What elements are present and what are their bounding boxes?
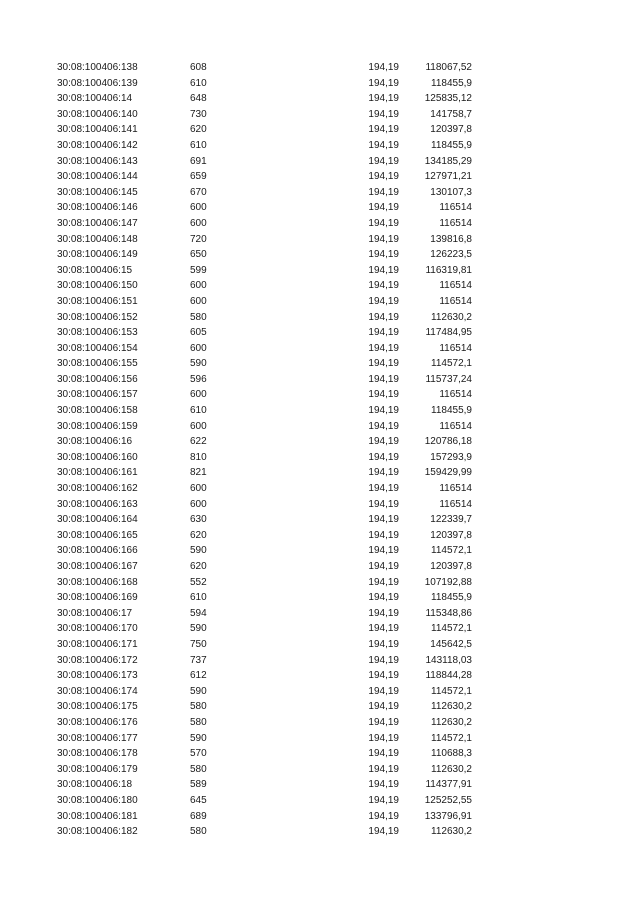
rate-cell: 194,19 [368,810,399,822]
area-cell: 610 [190,139,207,151]
table-row [0,528,640,544]
rate-cell: 194,19 [368,233,399,245]
rate-cell: 194,19 [368,654,399,666]
table-row [0,715,640,731]
value-cell: 116514 [439,483,472,495]
table-row [0,512,640,528]
cadastral-number-cell: 30:08:100406:162 [57,483,138,495]
table-row [0,76,640,92]
area-cell: 600 [190,498,207,510]
table-row [0,247,640,263]
value-cell: 120397,8 [430,124,472,136]
rate-cell: 194,19 [368,217,399,229]
rate-cell: 194,19 [368,545,399,557]
cadastral-number-cell: 30:08:100406:178 [57,748,138,760]
value-cell: 159429,99 [424,467,472,479]
area-cell: 750 [190,638,207,650]
table-row [0,232,640,248]
table-row [0,325,640,341]
table-row [0,310,640,326]
rate-cell: 194,19 [368,794,399,806]
rate-cell: 194,19 [368,62,399,73]
rate-cell: 194,19 [368,249,399,261]
value-cell: 114377,91 [425,779,472,791]
cadastral-number-cell: 30:08:100406:16 [57,436,133,448]
rate-cell: 194,19 [368,295,399,307]
cadastral-number-cell: 30:08:100406:158 [57,405,138,417]
value-cell: 117484,95 [425,327,472,339]
rate-cell: 194,19 [368,171,399,183]
table-row [0,575,640,591]
value-cell: 116514 [439,217,472,229]
cadastral-number-cell: 30:08:100406:14 [57,93,133,105]
area-cell: 610 [190,592,207,604]
cadastral-number-cell: 30:08:100406:150 [57,280,138,292]
cadastral-number-cell: 30:08:100406:172 [57,654,138,666]
area-cell: 720 [190,233,207,245]
rate-cell: 194,19 [368,451,399,463]
table-row [0,668,640,684]
table-row [0,450,640,466]
value-cell: 116514 [439,280,472,292]
cadastral-number-cell: 30:08:100406:157 [57,389,138,401]
value-cell: 114572,1 [431,545,472,557]
value-cell: 141758,7 [430,108,472,120]
value-cell: 145642,5 [430,638,472,650]
table-row [0,185,640,201]
cadastral-number-cell: 30:08:100406:163 [57,498,138,510]
value-cell: 114572,1 [431,623,472,635]
rate-cell: 194,19 [368,186,399,198]
table-row [0,294,640,310]
area-cell: 691 [190,155,207,167]
area-cell: 810 [190,451,207,463]
value-cell: 112630,2 [431,826,472,838]
table-row [0,481,640,497]
table-row [0,60,640,76]
area-cell: 730 [190,108,207,120]
area-cell: 650 [190,249,207,261]
rate-cell: 194,19 [368,389,399,401]
area-cell: 689 [190,810,207,822]
rate-cell: 194,19 [368,607,399,619]
value-cell: 118067,52 [425,62,472,73]
value-cell: 134185,29 [424,155,472,167]
value-cell: 120397,8 [430,561,472,572]
table-row [0,91,640,107]
table-row [0,777,640,793]
area-cell: 580 [190,716,207,728]
value-cell: 125835,12 [424,93,472,105]
rate-cell: 194,19 [368,358,399,370]
area-cell: 600 [190,280,207,292]
rate-cell: 194,19 [368,93,399,105]
area-cell: 600 [190,420,207,432]
rate-cell: 194,19 [368,561,399,572]
cadastral-number-cell: 30:08:100406:140 [57,108,138,120]
value-cell: 112630,2 [431,763,472,775]
cadastral-number-cell: 30:08:100406:152 [57,311,138,323]
table-row [0,559,640,575]
table-row [0,341,640,357]
table-row [0,684,640,700]
area-cell: 600 [190,389,207,401]
value-cell: 143118,03 [425,654,472,666]
table-row [0,387,640,403]
value-cell: 114572,1 [431,685,472,697]
area-cell: 580 [190,701,207,713]
value-cell: 125252,55 [424,794,472,806]
rate-cell: 194,19 [368,748,399,760]
value-cell: 114572,1 [431,732,472,744]
area-cell: 596 [190,373,207,385]
table-row [0,216,640,232]
rate-cell: 194,19 [368,670,399,682]
rate-cell: 194,19 [368,592,399,604]
cadastral-number-cell: 30:08:100406:148 [57,233,138,245]
table-row [0,653,640,669]
value-cell: 116514 [439,342,472,354]
cadastral-number-cell: 30:08:100406:173 [57,670,138,682]
value-cell: 118455,9 [431,77,472,89]
rate-cell: 194,19 [368,77,399,89]
cadastral-number-cell: 30:08:100406:153 [57,327,138,339]
rate-cell: 194,19 [368,467,399,479]
value-cell: 116514 [439,389,472,401]
area-cell: 570 [190,748,207,760]
area-cell: 580 [190,763,207,775]
data-table [0,60,640,840]
rate-cell: 194,19 [368,498,399,510]
cadastral-number-cell: 30:08:100406:165 [57,529,138,541]
cadastral-number-cell: 30:08:100406:147 [57,217,138,229]
value-cell: 107192,88 [424,576,472,588]
cadastral-number-cell: 30:08:100406:142 [57,139,138,151]
cadastral-number-cell: 30:08:100406:156 [57,373,138,385]
area-cell: 580 [190,826,207,838]
cadastral-number-cell: 30:08:100406:144 [57,171,138,183]
cadastral-number-cell: 30:08:100406:141 [57,124,138,136]
value-cell: 112630,2 [431,701,472,713]
area-cell: 620 [190,529,207,541]
cadastral-number-cell: 30:08:100406:160 [57,451,138,463]
area-cell: 670 [190,186,207,198]
value-cell: 157293,9 [430,451,472,463]
rate-cell: 194,19 [368,576,399,588]
rate-cell: 194,19 [368,264,399,276]
cadastral-number-cell: 30:08:100406:166 [57,545,138,557]
rate-cell: 194,19 [368,701,399,713]
area-cell: 600 [190,295,207,307]
rate-cell: 194,19 [368,373,399,385]
cadastral-number-cell: 30:08:100406:168 [57,576,138,588]
cadastral-number-cell: 30:08:100406:161 [57,467,138,479]
area-cell: 590 [190,358,207,370]
rate-cell: 194,19 [368,685,399,697]
value-cell: 116319,81 [425,264,472,276]
rate-cell: 194,19 [368,623,399,635]
table-row [0,372,640,388]
area-cell: 600 [190,483,207,495]
cadastral-number-cell: 30:08:100406:169 [57,592,138,604]
table-row [0,746,640,762]
rate-cell: 194,19 [368,483,399,495]
area-cell: 612 [190,670,207,682]
cadastral-number-cell: 30:08:100406:174 [57,685,138,697]
rate-cell: 194,19 [368,405,399,417]
table-row [0,278,640,294]
rate-cell: 194,19 [368,280,399,292]
cadastral-number-cell: 30:08:100406:146 [57,202,138,214]
area-cell: 610 [190,77,207,89]
rate-cell: 194,19 [368,327,399,339]
cadastral-number-cell: 30:08:100406:154 [57,342,138,354]
value-cell: 120397,8 [430,529,472,541]
rate-cell: 194,19 [368,311,399,323]
value-cell: 120786,18 [424,436,472,448]
cadastral-number-cell: 30:08:100406:175 [57,701,138,713]
cadastral-number-cell: 30:08:100406:176 [57,716,138,728]
area-cell: 589 [190,779,207,791]
area-cell: 580 [190,311,207,323]
cadastral-number-cell: 30:08:100406:138 [57,62,138,73]
value-cell: 118455,9 [431,592,472,604]
cadastral-number-cell: 30:08:100406:180 [57,794,138,806]
area-cell: 608 [190,62,207,73]
area-cell: 600 [190,202,207,214]
value-cell: 118844,28 [425,670,472,682]
value-cell: 127971,21 [424,171,472,183]
rate-cell: 194,19 [368,155,399,167]
cadastral-number-cell: 30:08:100406:171 [57,638,138,650]
cadastral-number-cell: 30:08:100406:139 [57,77,138,89]
value-cell: 118455,9 [431,405,472,417]
table-row [0,809,640,825]
value-cell: 110688,3 [431,748,472,760]
value-cell: 114572,1 [431,358,472,370]
table-row [0,497,640,513]
value-cell: 116514 [439,202,472,214]
area-cell: 552 [190,576,207,588]
value-cell: 112630,2 [431,716,472,728]
table-row [0,731,640,747]
table-row [0,403,640,419]
table-row [0,154,640,170]
value-cell: 115348,86 [425,607,472,619]
table-row [0,263,640,279]
table-row [0,621,640,637]
value-cell: 116514 [439,295,472,307]
value-cell: 116514 [439,420,472,432]
area-cell: 648 [190,93,207,105]
table-row [0,606,640,622]
cadastral-number-cell: 30:08:100406:181 [57,810,138,822]
rate-cell: 194,19 [368,202,399,214]
rate-cell: 194,19 [368,342,399,354]
cadastral-number-cell: 30:08:100406:170 [57,623,138,635]
value-cell: 133796,91 [424,810,472,822]
table-row [0,543,640,559]
area-cell: 590 [190,623,207,635]
table-row [0,356,640,372]
rate-cell: 194,19 [368,514,399,526]
value-cell: 122339,7 [430,514,472,526]
table-row [0,465,640,481]
cadastral-number-cell: 30:08:100406:167 [57,561,138,572]
cadastral-number-cell: 30:08:100406:159 [57,420,138,432]
rate-cell: 194,19 [368,124,399,136]
area-cell: 620 [190,124,207,136]
rate-cell: 194,19 [368,716,399,728]
area-cell: 590 [190,545,207,557]
cadastral-number-cell: 30:08:100406:182 [57,826,138,838]
table-row [0,138,640,154]
area-cell: 590 [190,732,207,744]
cadastral-number-cell: 30:08:100406:179 [57,763,138,775]
cadastral-number-cell: 30:08:100406:143 [57,155,138,167]
table-row [0,419,640,435]
area-cell: 737 [190,654,207,666]
rate-cell: 194,19 [368,108,399,120]
value-cell: 118455,9 [431,139,472,151]
table-row [0,434,640,450]
table-row [0,122,640,138]
area-cell: 659 [190,171,207,183]
cadastral-number-cell: 30:08:100406:151 [57,295,138,307]
table-row [0,793,640,809]
rate-cell: 194,19 [368,763,399,775]
rate-cell: 194,19 [368,732,399,744]
value-cell: 139816,8 [430,233,472,245]
table-row [0,699,640,715]
area-cell: 590 [190,685,207,697]
table-row [0,824,640,840]
value-cell: 116514 [439,498,472,510]
rate-cell: 194,19 [368,638,399,650]
value-cell: 115737,24 [425,373,472,385]
area-cell: 630 [190,514,207,526]
table-row [0,590,640,606]
area-cell: 610 [190,405,207,417]
area-cell: 594 [190,607,207,619]
area-cell: 620 [190,561,207,572]
table-row [0,169,640,185]
area-cell: 821 [190,467,207,479]
area-cell: 600 [190,342,207,354]
area-cell: 600 [190,217,207,229]
area-cell: 599 [190,264,207,276]
cadastral-number-cell: 30:08:100406:164 [57,514,138,526]
cadastral-number-cell: 30:08:100406:18 [57,779,133,791]
cadastral-number-cell: 30:08:100406:145 [57,186,138,198]
cadastral-number-cell: 30:08:100406:17 [57,607,133,619]
value-cell: 126223,5 [430,249,472,261]
area-cell: 622 [190,436,207,448]
cadastral-number-cell: 30:08:100406:149 [57,249,138,261]
rate-cell: 194,19 [368,139,399,151]
table-row [0,107,640,123]
table-row [0,200,640,216]
rate-cell: 194,19 [368,420,399,432]
value-cell: 130107,3 [430,186,472,198]
table-row [0,762,640,778]
area-cell: 645 [190,794,207,806]
table-row [0,637,640,653]
cadastral-number-cell: 30:08:100406:15 [57,264,133,276]
rate-cell: 194,19 [368,436,399,448]
cadastral-number-cell: 30:08:100406:155 [57,358,138,370]
rate-cell: 194,19 [368,826,399,838]
area-cell: 605 [190,327,207,339]
value-cell: 112630,2 [431,311,472,323]
rate-cell: 194,19 [368,779,399,791]
rate-cell: 194,19 [368,529,399,541]
cadastral-number-cell: 30:08:100406:177 [57,732,138,744]
